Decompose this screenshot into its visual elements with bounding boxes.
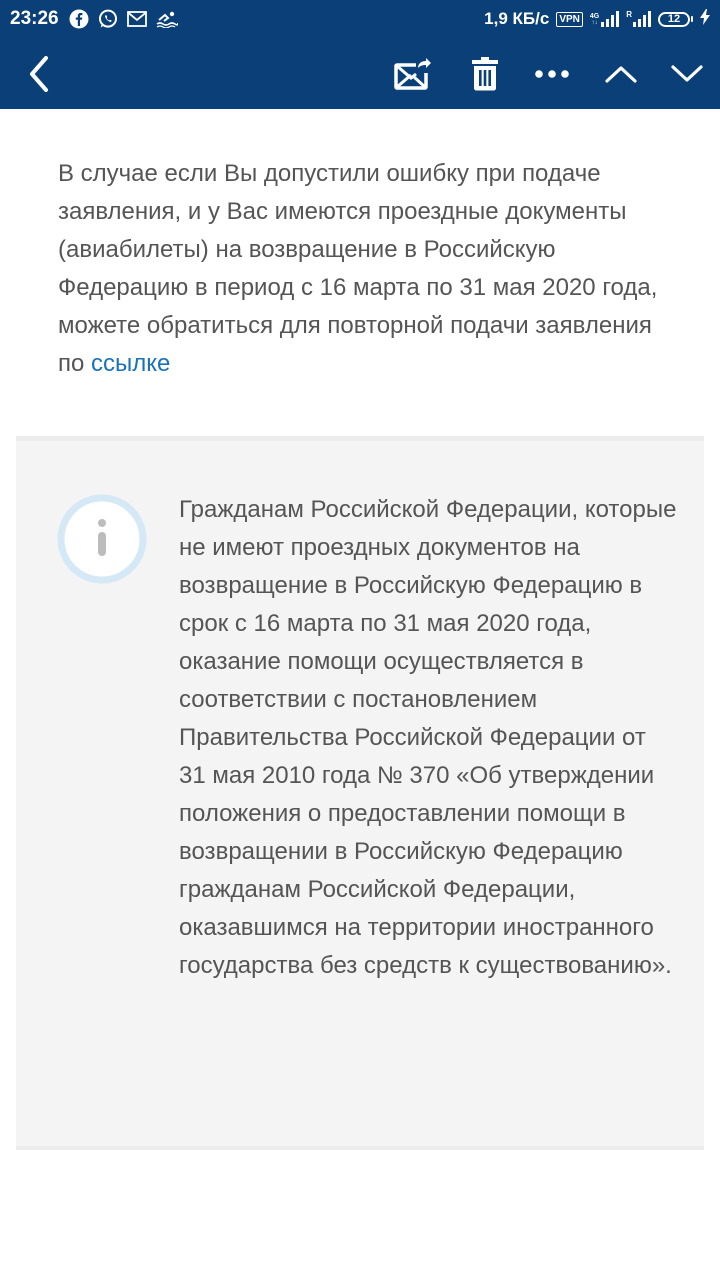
intro-text: В случае если Вы допустили ошибку при подаче заявления, и у Вас имеются проездные документы (авиабилеты) на возвращение в Российскую Федерацию в период с 16 марта по 31 мая 2020 года, можете обратиться для повторной подачи заявления по (58, 160, 658, 377)
swimmer-icon (156, 10, 178, 28)
vpn-badge: VPN (556, 12, 583, 27)
network-type: 4G (589, 13, 600, 20)
network-speed: 1,9 КБ/с (484, 9, 550, 28)
notification-icons (69, 9, 178, 29)
roaming-label: R (626, 10, 632, 19)
mark-unread-button[interactable] (388, 38, 440, 109)
status-right (484, 9, 710, 30)
info-notice-text: Гражданам Российской Федерации, которые не имеют проездных документов на возвращение в Российскую Федерацию в срок с 16 марта по 31 мая 2020 года, оказание помощи осуществляется в соответствии с постановлением Правительства Российской Федерации от 31 мая 2010 года № 370 «Об утверждении положения о предоставлении помощи в возвращении в Российскую Федерацию гражданам Российской Федерации, оказавшимся на территории иностранного государства без средств к существованию». (179, 496, 677, 979)
charging-icon (700, 9, 710, 30)
previous-message-button[interactable] (596, 38, 646, 109)
next-message-button[interactable] (662, 38, 712, 109)
whatsapp-icon (98, 9, 118, 29)
signal-icon: 4G ↑↓ (590, 11, 619, 27)
mark-unread-icon (394, 57, 434, 91)
more-dots-icon (535, 69, 569, 79)
delete-button[interactable] (460, 38, 510, 109)
back-chevron-icon (28, 56, 50, 92)
more-options-button[interactable] (527, 38, 577, 109)
mail-icon (127, 11, 147, 27)
chevron-down-icon (671, 65, 703, 83)
resubmit-link[interactable]: ссылке (91, 350, 171, 377)
trash-icon (471, 57, 499, 91)
back-button[interactable] (14, 38, 64, 109)
facebook-icon (69, 9, 89, 29)
info-circle-icon (56, 493, 148, 585)
chevron-up-icon (605, 65, 637, 83)
battery-icon (658, 12, 693, 27)
email-toolbar (0, 38, 720, 109)
status-time: 23:26 (10, 8, 59, 29)
status-bar (0, 0, 720, 38)
battery-level: 12 (658, 12, 690, 27)
signal-icon-roaming (626, 11, 651, 27)
info-notice-box (16, 436, 704, 1150)
intro-paragraph (58, 155, 668, 383)
